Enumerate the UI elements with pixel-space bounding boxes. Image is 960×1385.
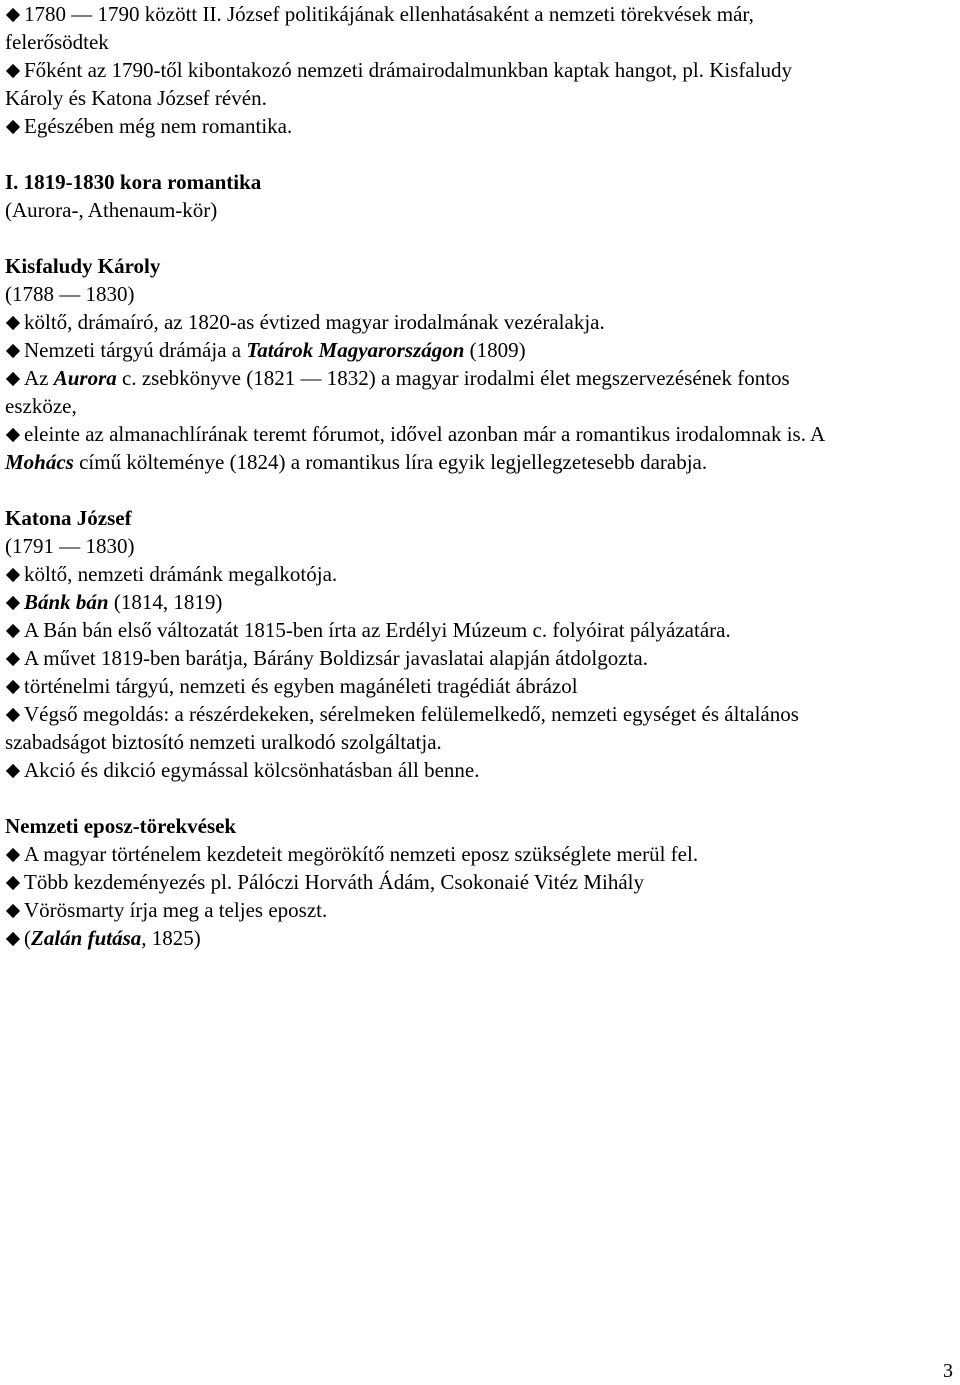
diamond-bullet-icon <box>6 624 20 638</box>
section-heading: I. 1819-1830 kora romantika <box>5 170 262 194</box>
line: Bánk bán (1814, 1819) <box>5 588 955 616</box>
line: A magyar történelem kezdeteit megörökítő nemzeti eposz szükséglete merül fel. <box>5 840 955 868</box>
line: Vörösmarty írja meg a teljes eposzt. <box>5 896 955 924</box>
diamond-bullet-icon <box>6 876 20 890</box>
page-number: 3 <box>943 1360 953 1382</box>
line: költő, nemzeti drámánk megalkotója. <box>5 560 955 588</box>
section-heading: Kisfaludy Károly <box>5 254 161 278</box>
line: Mohács című költeménye (1824) a romantikus líra egyik legjellegzetesebb darabja. <box>5 450 708 474</box>
diamond-bullet-icon <box>6 568 20 582</box>
line: történelmi tárgyú, nemzeti és egyben magánéleti tragédiát ábrázol <box>5 672 955 700</box>
diamond-bullet-icon <box>6 428 20 442</box>
diamond-bullet-icon <box>6 708 20 722</box>
line: Több kezdeményezés pl. Pálóczi Horváth Ádám, Csokonaié Vitéz Mihály <box>5 868 955 896</box>
line: Végső megoldás: a részérdekeken, sérelmeken felülemelkedő, nemzeti egységet és általános <box>5 700 955 728</box>
diamond-bullet-icon <box>6 64 20 78</box>
line: 1780 — 1790 között II. József politikájának ellenhatásaként a nemzeti törekvések már, <box>5 0 955 28</box>
section-heading: Katona József <box>5 506 132 530</box>
diamond-bullet-icon <box>6 344 20 358</box>
diamond-bullet-icon <box>6 596 20 610</box>
diamond-bullet-icon <box>6 904 20 918</box>
line: (1788 — 1830) <box>5 282 135 306</box>
diamond-bullet-icon <box>6 372 20 386</box>
line: (1791 — 1830) <box>5 534 135 558</box>
section-heading: Nemzeti eposz-törekvések <box>5 814 237 838</box>
diamond-bullet-icon <box>6 848 20 862</box>
line: Főként az 1790-től kibontakozó nemzeti drámairodalmunkban kaptak hangot, pl. Kisfaludy <box>5 56 955 84</box>
line: felerősödtek <box>5 30 109 54</box>
diamond-bullet-icon <box>6 932 20 946</box>
line: eszköze, <box>5 394 77 418</box>
line: költő, drámaíró, az 1820-as évtized magyar irodalmának vezéralakja. <box>5 308 955 336</box>
line: Károly és Katona József révén. <box>5 86 267 110</box>
line: Egészében még nem romantika. <box>5 112 955 140</box>
line: (Zalán futása, 1825) <box>5 924 955 952</box>
line: A művet 1819-ben barátja, Bárány Boldizsár javaslatai alapján átdolgozta. <box>5 644 955 672</box>
diamond-bullet-icon <box>6 8 20 22</box>
diamond-bullet-icon <box>6 764 20 778</box>
line: Akció és dikció egymással kölcsönhatásban áll benne. <box>5 756 955 784</box>
line: A Bán bán első változatát 1815-ben írta az Erdélyi Múzeum c. folyóirat pályázatára. <box>5 616 955 644</box>
diamond-bullet-icon <box>6 652 20 666</box>
line: Az Aurora c. zsebkönyve (1821 — 1832) a magyar irodalmi élet megszervezésének fontos <box>5 364 955 392</box>
line: eleinte az almanachlírának teremt fórumot, idővel azonban már a romantikus irodalomnak is. A <box>5 420 955 448</box>
line: (Aurora-, Athenaum-kör) <box>5 198 218 222</box>
document-page <box>5 0 955 952</box>
line: szabadságot biztosító nemzeti uralkodó szolgáltatja. <box>5 730 442 754</box>
diamond-bullet-icon <box>6 120 20 134</box>
diamond-bullet-icon <box>6 680 20 694</box>
diamond-bullet-icon <box>6 316 20 330</box>
line: Nemzeti tárgyú drámája a Tatárok Magyarországon (1809) <box>5 336 955 364</box>
